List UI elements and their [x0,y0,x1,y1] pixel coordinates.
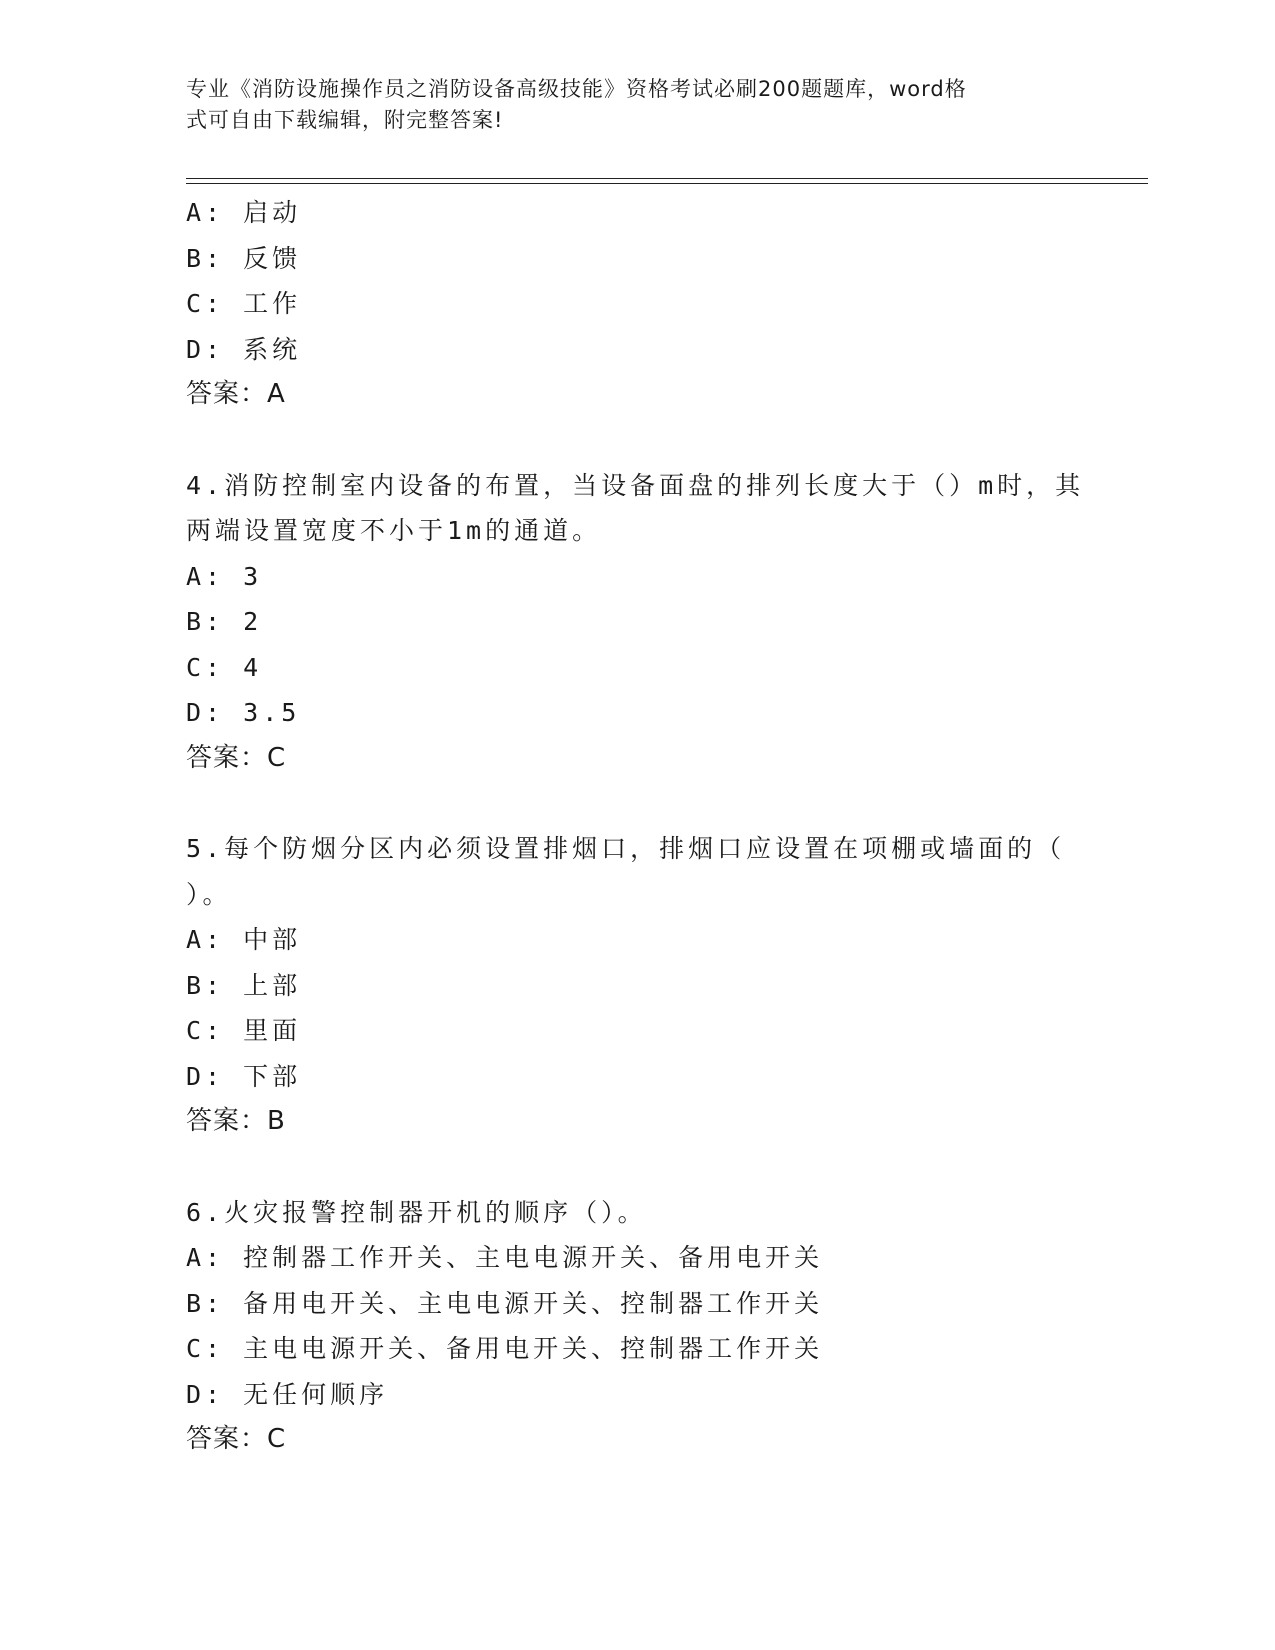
question-4 [186,463,1086,782]
header-line-2: 式可自由下载编辑，附完整答案! [186,108,504,132]
option-a: A: 中部 [186,925,302,954]
option-d: D: 无任何顺序 [186,1379,389,1409]
question-stem-line-1: 4.消防控制室内设备的布置，当设备面盘的排列长度大于（）m时，其 [186,470,1085,500]
answer: 答案：A [186,379,286,409]
option-d: D: 系统 [186,334,302,364]
question-6 [186,1190,1086,1463]
spacer [186,418,1086,463]
option-b: B: 反馈 [186,243,302,273]
question-5 [186,826,1086,1145]
option-a: A: 启动 [186,198,302,227]
option-d: D: 下部 [186,1061,302,1091]
document-header [186,74,1066,136]
option-c: C: 工作 [186,289,302,318]
option-b: B: 上部 [186,970,302,1000]
option-c: C: 主电电源开关、备用电开关、控制器工作开关 [186,1334,824,1363]
option-c: C: 里面 [186,1016,302,1045]
question-3 [186,190,1086,418]
header-line-1: 专业《消防设施操作员之消防设备高级技能》资格考试必刷200题题库，word格 [186,77,967,101]
answer: 答案：B [186,1106,286,1136]
question-stem-line-1: 5.每个防烟分区内必须设置排烟口，排烟口应设置在项棚或墙面的（ [186,834,1066,863]
question-stem-line-2: ）。 [186,879,232,909]
question-list [186,190,1086,1463]
header-divider-bottom [186,183,1148,184]
answer: 答案：C [186,1424,287,1454]
spacer [186,781,1086,826]
option-b: B: 2 [186,607,263,636]
answer: 答案：C [186,742,287,773]
option-a: A: 3 [186,561,263,591]
option-c: C: 4 [186,652,263,682]
option-a: A: 控制器工作开关、主电电源开关、备用电开关 [186,1243,824,1272]
question-stem-line-1: 6.火灾报警控制器开机的顺序（）。 [186,1197,647,1227]
option-b: B: 备用电开关、主电电源开关、控制器工作开关 [186,1288,824,1318]
option-d: D: 3.5 [186,698,301,727]
question-stem-line-2: 两端设置宽度不小于1m的通道。 [186,516,602,545]
header-divider-top [186,178,1148,179]
spacer [186,1145,1086,1190]
